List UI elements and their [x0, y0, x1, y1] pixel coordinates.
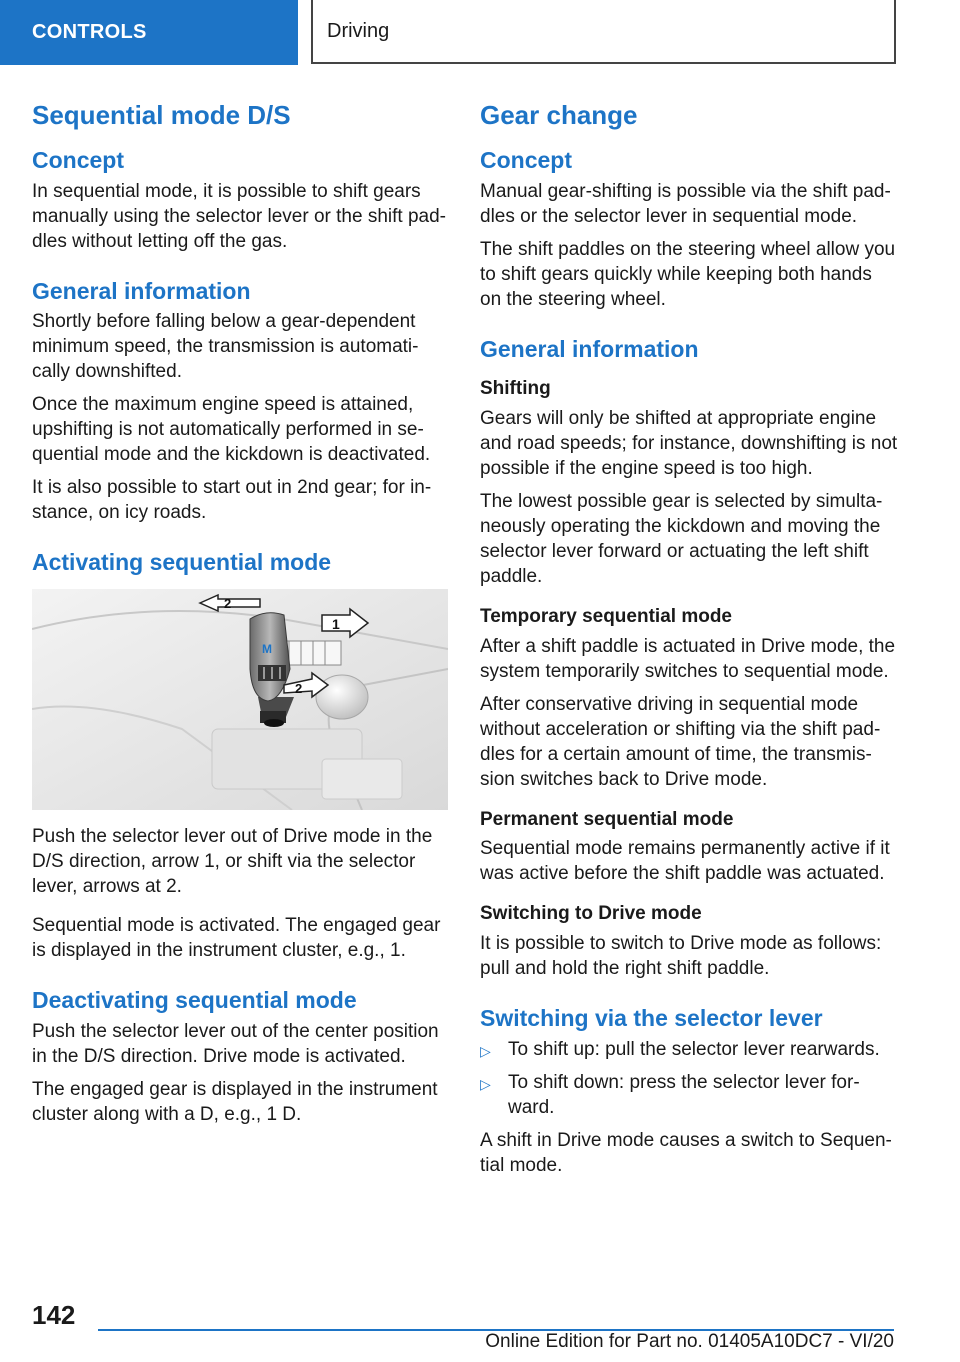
paragraph: Sequential mode is activated. The engaged gear is displayed in the instrument cluster, e.g., 1. — [32, 914, 441, 961]
selector-lever-svg — [32, 589, 448, 810]
bullet-list — [480, 1037, 898, 1120]
paragraph: Push the selector lever out of the center position in the D/S direction. Drive mode is activated. — [32, 1020, 439, 1067]
list-item-text: To shift down: press the selector lever forward. — [508, 1071, 860, 1118]
subheading-shifting: Shifting — [480, 378, 551, 400]
list-item — [480, 1070, 898, 1120]
section-title: CONTROLS — [32, 21, 147, 43]
triangle-bullet-icon: ▷ — [480, 1042, 491, 1059]
arrow-2-bottom-label: 2 — [295, 680, 303, 696]
left-column — [32, 100, 450, 1135]
paragraph: The shift paddles on the steering wheel allow you to shift gears quickly while keeping both hands on the steering wheel. — [480, 238, 896, 310]
right-column — [480, 100, 898, 1186]
section-heading-gear-change: Gear change — [480, 100, 638, 130]
subheading-concept: Concept — [32, 147, 124, 174]
subheading-activating-sequential-mode: Activating sequential mode — [32, 549, 332, 576]
subheading-temporary-sequential-mode: Temporary sequential mode — [480, 606, 732, 628]
paragraph: Manual gear-shifting is possible via the shift paddles or the selector lever in sequential mode. — [480, 180, 891, 227]
paragraph: Push the selector lever out of Drive mode in the D/S direction, arrow 1, or shift via the selector lever, arrows at 2. — [32, 825, 433, 897]
m-logo: M — [262, 641, 272, 656]
selector-lever-illustration — [32, 589, 448, 810]
section-tab — [0, 0, 298, 65]
paragraph: After conservative driving in sequential mode without acceleration or shifting via the shift paddles for a certain amount of time, the transmission switches back to Drive mode. — [480, 693, 881, 790]
paragraph: After a shift paddle is actuated in Drive mode, the system temporarily switches to sequential mode. — [480, 635, 896, 682]
subheading-switching-via-selector-lever: Switching via the selector lever — [480, 1005, 823, 1032]
subheading-general-information: General information — [32, 277, 251, 304]
subheading-general-information: General information — [480, 335, 699, 362]
chapter-header — [311, 0, 896, 64]
page-number: 142 — [32, 1300, 76, 1330]
footer-edition: Online Edition for Part no. 01405A10DC7 - VI/20 — [485, 1331, 894, 1352]
section-heading-sequential-mode: Sequential mode D/S — [32, 100, 291, 130]
paragraph: Once the maximum engine speed is attained, upshifting is not automatically performed in sequential mode and the kickdown is deactivated. — [32, 394, 431, 466]
paragraph: Sequential mode remains permanently active if it was active before the shift paddle was actuated. — [480, 838, 890, 885]
arrow-2-top-label: 2 — [224, 595, 232, 611]
chapter-title: Driving — [327, 19, 390, 42]
paragraph: It is possible to switch to Drive mode as follows: pull and hold the right shift paddle. — [480, 933, 882, 980]
triangle-bullet-icon: ▷ — [480, 1075, 491, 1092]
paragraph: It is also possible to start out in 2nd gear; for instance, on icy roads. — [32, 477, 432, 524]
arrow-1-label: 1 — [332, 615, 340, 632]
paragraph: The lowest possible gear is selected by simultaneously operating the kickdown and moving the selector lever forward or actuating the left shift paddle. — [480, 491, 883, 588]
paragraph: Gears will only be shifted at appropriate engine and road speeds; for instance, downshifting is not possible if the engine speed is too high. — [480, 408, 898, 480]
list-item-text: To shift up: pull the selector lever rearwards. — [508, 1038, 880, 1060]
subheading-concept: Concept — [480, 147, 572, 174]
paragraph: In sequential mode, it is possible to shift gears manually using the selector lever or the shift paddles without letting off the gas. — [32, 180, 446, 252]
subheading-switching-to-drive-mode: Switching to Drive mode — [480, 903, 702, 925]
subheading-permanent-sequential-mode: Permanent sequential mode — [480, 808, 734, 830]
paragraph: The engaged gear is displayed in the instrument cluster along with a D, e.g., 1 D. — [32, 1078, 438, 1125]
paragraph: Shortly before falling below a gear-dependent minimum speed, the transmission is automatically downshifted. — [32, 311, 419, 383]
list-item — [480, 1037, 898, 1064]
paragraph: A shift in Drive mode causes a switch to Sequential mode. — [480, 1129, 892, 1176]
subheading-deactivating-sequential-mode: Deactivating sequential mode — [32, 986, 357, 1013]
